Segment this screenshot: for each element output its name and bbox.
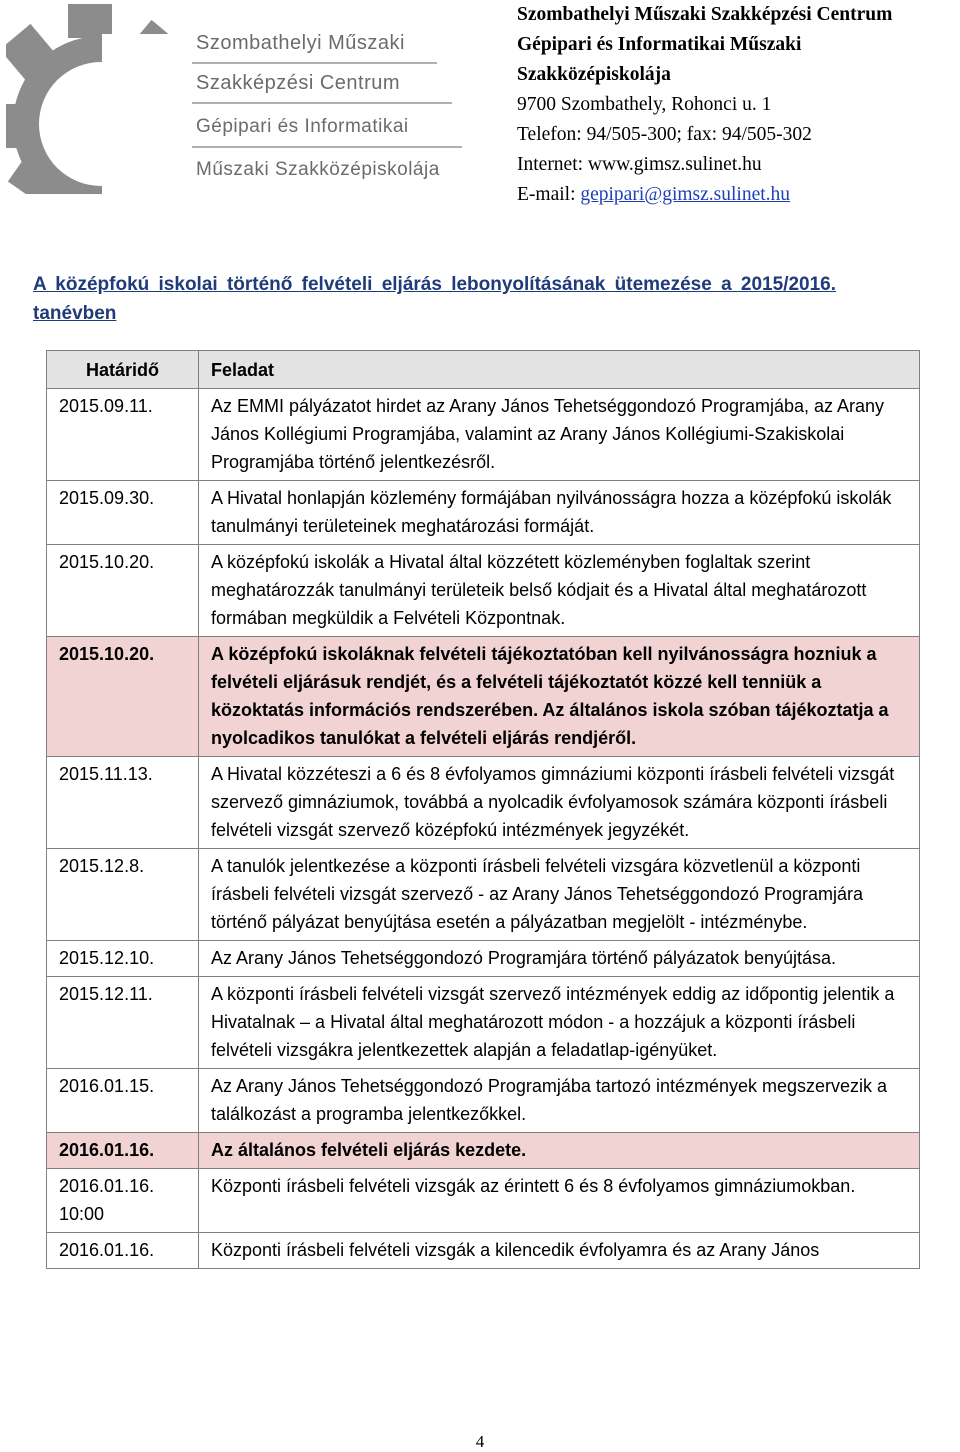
task-cell: Az általános felvételi eljárás kezdete. — [199, 1133, 920, 1169]
school-name-line-3: Szakközépiskolája — [517, 64, 671, 85]
task-cell: A központi írásbeli felvételi vizsgát szervező intézmények eddig az időpontig jelentik a Hivatalnak – a Hivatal által meghatározott módon - a hozzájuk a központi írásbeli felvételi vizsgákra jelentkezettek alapján a feladatlap-igényüket. — [199, 977, 920, 1069]
deadline-cell: 2015.10.20. — [47, 545, 199, 637]
logo-divider — [192, 62, 437, 64]
school-email — [517, 180, 892, 210]
logo-line-2: Szakképzési Centrum — [196, 72, 401, 94]
task-cell: A Hivatal honlapján közlemény formájában nyilvánosságra hozza a középfokú iskolák tanulmányi területeinek meghatározási formáját. — [199, 481, 920, 545]
page-number: 4 — [475, 1432, 485, 1451]
table-row — [47, 757, 920, 849]
deadline-cell: 2016.01.16. 10:00 — [47, 1169, 199, 1233]
email-link[interactable]: gepipari@gimsz.sulinet.hu — [580, 184, 791, 205]
column-header-task: Feladat — [199, 351, 920, 389]
table-row — [47, 1233, 920, 1269]
task-cell: A Hivatal közzéteszi a 6 és 8 évfolyamos gimnáziumi központi írásbeli felvételi vizsgát szervező gimnáziumok, továbbá a nyolcadik évfolyamosok számára központi írásbeli felvételi vizsgát szervező középfokú intézmények jegyzékét. — [199, 757, 920, 849]
deadline-cell: 2016.01.15. — [47, 1069, 199, 1133]
logo-divider — [192, 146, 462, 148]
document-title: A középfokú iskolai történő felvételi eljárás lebonyolításának ütemezése a 2015/2016. tanévben — [33, 274, 837, 324]
deadline-cell: 2015.12.8. — [47, 849, 199, 941]
table-row — [47, 389, 920, 481]
deadline-cell: 2015.09.11. — [47, 389, 199, 481]
deadline-cell: 2015.10.20. — [47, 637, 199, 757]
table-row — [47, 849, 920, 941]
gear-icon — [6, 4, 191, 194]
table-row — [47, 481, 920, 545]
table-row — [47, 1069, 920, 1133]
task-cell: A középfokú iskoláknak felvételi tájékoztatóban kell nyilvánosságra hozniuk a felvételi eljárásuk rendjét, és a felvételi tájékoztatót közzé kell tenniük a közoktatás információs rendszerében. Az általános iskola szóban tájékoztatja a nyolcadikos tanulókat a felvételi eljárás rendjéről. — [199, 637, 920, 757]
logo-line-1: Szombathelyi Műszaki — [196, 32, 405, 54]
school-contact-block — [517, 0, 892, 210]
task-cell: Az EMMI pályázatot hirdet az Arany János Tehetséggondozó Programjába, az Arany János Kollégiumi Programjába, valamint az Arany János Kollégiumi-Szakiskolai Programjába történő jelentkezésről. — [199, 389, 920, 481]
table-row — [47, 545, 920, 637]
table-row-highlighted — [47, 637, 920, 757]
task-cell: A tanulók jelentkezése a központi írásbeli felvételi vizsgára közvetlenül a központi írásbeli felvételi vizsgát szervező - az Arany János Tehetséggondozó Programjára történő pályázat benyújtása esetén a pályázatban megjelölt - intézménybe. — [199, 849, 920, 941]
school-address: 9700 Szombathely, Rohonci u. 1 — [517, 94, 772, 115]
table-row — [47, 941, 920, 977]
logo-line-4: Műszaki Szakközépiskolája — [196, 159, 440, 180]
deadline-cell: 2016.01.16. — [47, 1233, 199, 1269]
logo-divider — [192, 102, 452, 104]
deadline-cell: 2016.01.16. — [47, 1133, 199, 1169]
deadline-cell: 2015.12.10. — [47, 941, 199, 977]
deadline-cell: 2015.11.13. — [47, 757, 199, 849]
task-cell: Az Arany János Tehetséggondozó Programjára történő pályázatok benyújtása. — [199, 941, 920, 977]
column-header-deadline: Határidő — [47, 351, 199, 389]
table-row — [47, 1169, 920, 1233]
school-logo — [6, 4, 486, 194]
school-phone: Telefon: 94/505-300; fax: 94/505-302 — [517, 124, 812, 145]
deadline-cell: 2015.12.11. — [47, 977, 199, 1069]
task-cell: Központi írásbeli felvételi vizsgák az érintett 6 és 8 évfolyamos gimnáziumokban. — [199, 1169, 920, 1233]
school-name-line-2: Gépipari és Informatikai Műszaki — [517, 34, 802, 55]
school-name-line-1: Szombathelyi Műszaki Szakképzési Centrum — [517, 4, 893, 25]
logo-line-3: Gépipari és Informatikai — [196, 116, 409, 137]
table-row — [47, 977, 920, 1069]
schedule-table — [46, 350, 920, 1269]
task-cell: Az Arany János Tehetséggondozó Programjába tartozó intézmények megszervezik a találkozást a programba jelentkezőkkel. — [199, 1069, 920, 1133]
task-cell: Központi írásbeli felvételi vizsgák a kilencedik évfolyamra és az Arany János — [199, 1233, 920, 1269]
table-header-row — [47, 351, 920, 389]
task-cell: A középfokú iskolák a Hivatal által közzétett közleményben foglaltak szerint meghatározzák tanulmányi területeik belső kódjait és a Hivatal által meghatározott formában megküldik a Felvételi Központnak. — [199, 545, 920, 637]
school-website: Internet: www.gimsz.sulinet.hu — [517, 154, 762, 175]
table-row-highlighted — [47, 1133, 920, 1169]
deadline-cell: 2015.09.30. — [47, 481, 199, 545]
email-label: E-mail: — [517, 184, 581, 205]
